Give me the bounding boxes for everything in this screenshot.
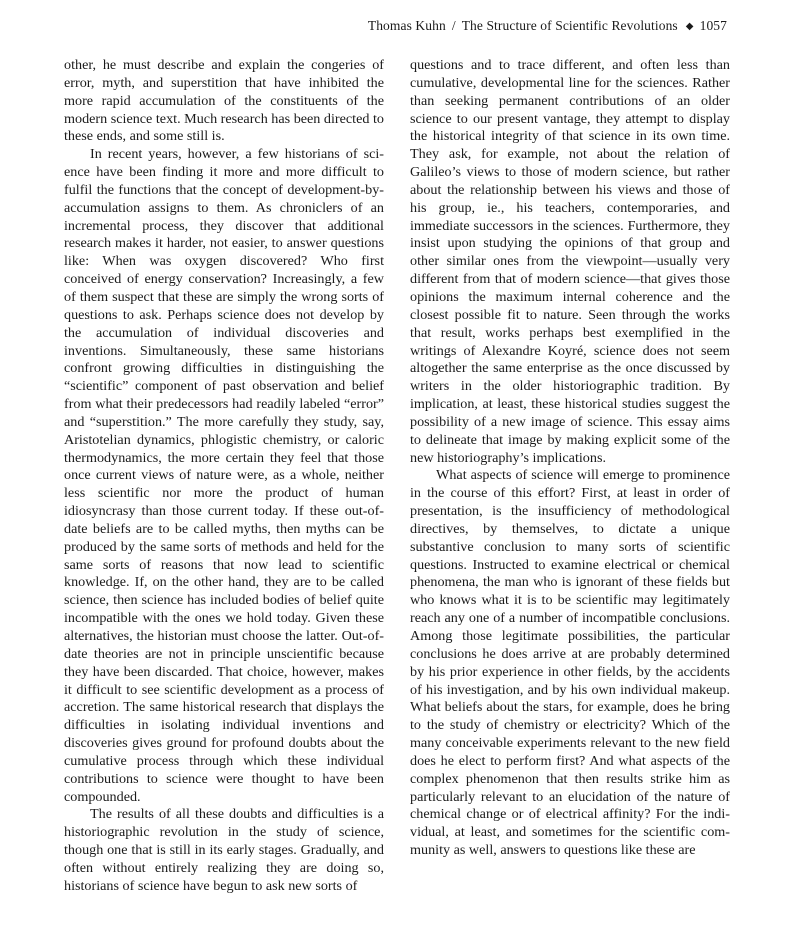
header-title: The Structure of Scientific Revolutions (461, 18, 678, 33)
right-paragraph-1: questions and to trace different, and often less than cumulative, developmental line for the sciences. Rather than seeking permanent contributions of an older science to our present vantage, they attempt to display the historical integrity of that science in its own time. They ask, for example, not about the relation of Galileo’s views to those of modern science, but rather about the relationship between his views and those of his group, ie., his teachers, contemporaries, and immediate successors in the sciences. Furthermore, they insist upon studying the opinions of that group and other similar ones from the viewpoint—usually very different from that of modern science—that gives those opinions the maximum internal coherence and the closest possible fit to nature. Seen through the works that result, works perhaps best exemplified in the writings of Alexandre Koyré, science does not seem altogether the same enterprise as the once discussed by writers in the older historiographic tradition. By implication, at least, these historical studies suggest the possibility of a new image of science. This essay aims to delineate that image by making explicit some of the new historiography’s implications. (410, 57, 730, 466)
left-column (64, 57, 384, 896)
running-header (368, 18, 727, 34)
header-separator: / (451, 18, 456, 33)
left-paragraph-2: In recent years, however, a few historians of science have been finding it more and more difficult to fulfil the functions that the concept of development-by-accumulation assigns to them. As chroniclers of an incremental process, they discover that additional research makes it harder, not easier, to answer questions like: When was oxygen discovered? Who first conceived of energy conservation? Increasingly, a few of them suspect that these are simply the wrong sorts of questions to ask. Perhaps science does not develop by the accumulation of individual discoveries and inventions. Simultaneously, these same historians confront growing difficulties in distinguishing the “scientific” component of past observation and belief from what their predecessors had readily labeled “error” and “superstition.” The more carefully they study, say, Aristotelian dynamics, phlogistic chemistry, or caloric thermodynamics, the more certain they feel that those once current views of nature were, as a whole, neither less scientific nor more the product of human idiosyncrasy than those current today. If these out-of-date beliefs are to be called myths, then myths can be produced by the same sorts of methods and held for the same sorts of reasons that now lead to scientific knowledge. If, on the other hand, they are to be called science, then science has included bodies of belief quite incompatible with the ones we hold today. Given these alternatives, the historian must choose the latter. Out-of-date theories are not in principle unscientific because they have been discarded. That choice, however, makes it difficult to see scientific development as a process of accretion. The same historical research that displays the difficulties in isolating individual inventions and discoveries gives ground for profound doubts about the cumulative process through which these individual contributions to science were thought to have been compounded. (64, 146, 384, 805)
header-author: Thomas Kuhn (367, 18, 446, 33)
left-paragraph-1: other, he must describe and explain the congeries of error, myth, and superstition that have inhibited the more rapid accumulation of the constituents of the modern science text. Much research has been directed to these ends, and some still is. (64, 57, 384, 145)
left-paragraph-3: The results of all these doubts and difficulties is a historiographic revolution in the study of science, though one that is still in its early stages. Gradually, and often without entirely realizing they are doing so, historians of science have begun to ask new sorts of (64, 806, 384, 894)
right-paragraph-2: What aspects of science will emerge to prominence in the course of this effort? First, at least in order of presentation, is the insufficiency of methodological directives, by themselves, to dictate a unique substantive conclusion to many sorts of scientific questions. Instructed to examine electrical or chemical phenomena, the man who is ignorant of these fields but who knows what it is to be scientific may legitimately reach any one of a number of incompatible conclusions. Among those legitimate possibilities, the particular conclusions he does arrive at are probably determined by his prior experience in other fields, by the accidents of his investigation, and by his own individual makeup. What beliefs about the stars, for example, does he bring to the study of chemistry or electricity? Which of the many conceivable experiments relevant to the new field does he elect to perform first? And what aspects of the complex phenomenon that then results strike him as particularly relevant to an elucidation of the nature of chemical change or of electrical affinity? For the individual, at least, and sometimes for the scientific community as well, answers to questions like these are (410, 467, 730, 859)
right-column (410, 57, 730, 860)
page-number: 1057 (699, 18, 727, 33)
diamond-ornament-icon: ◆ (685, 21, 694, 32)
